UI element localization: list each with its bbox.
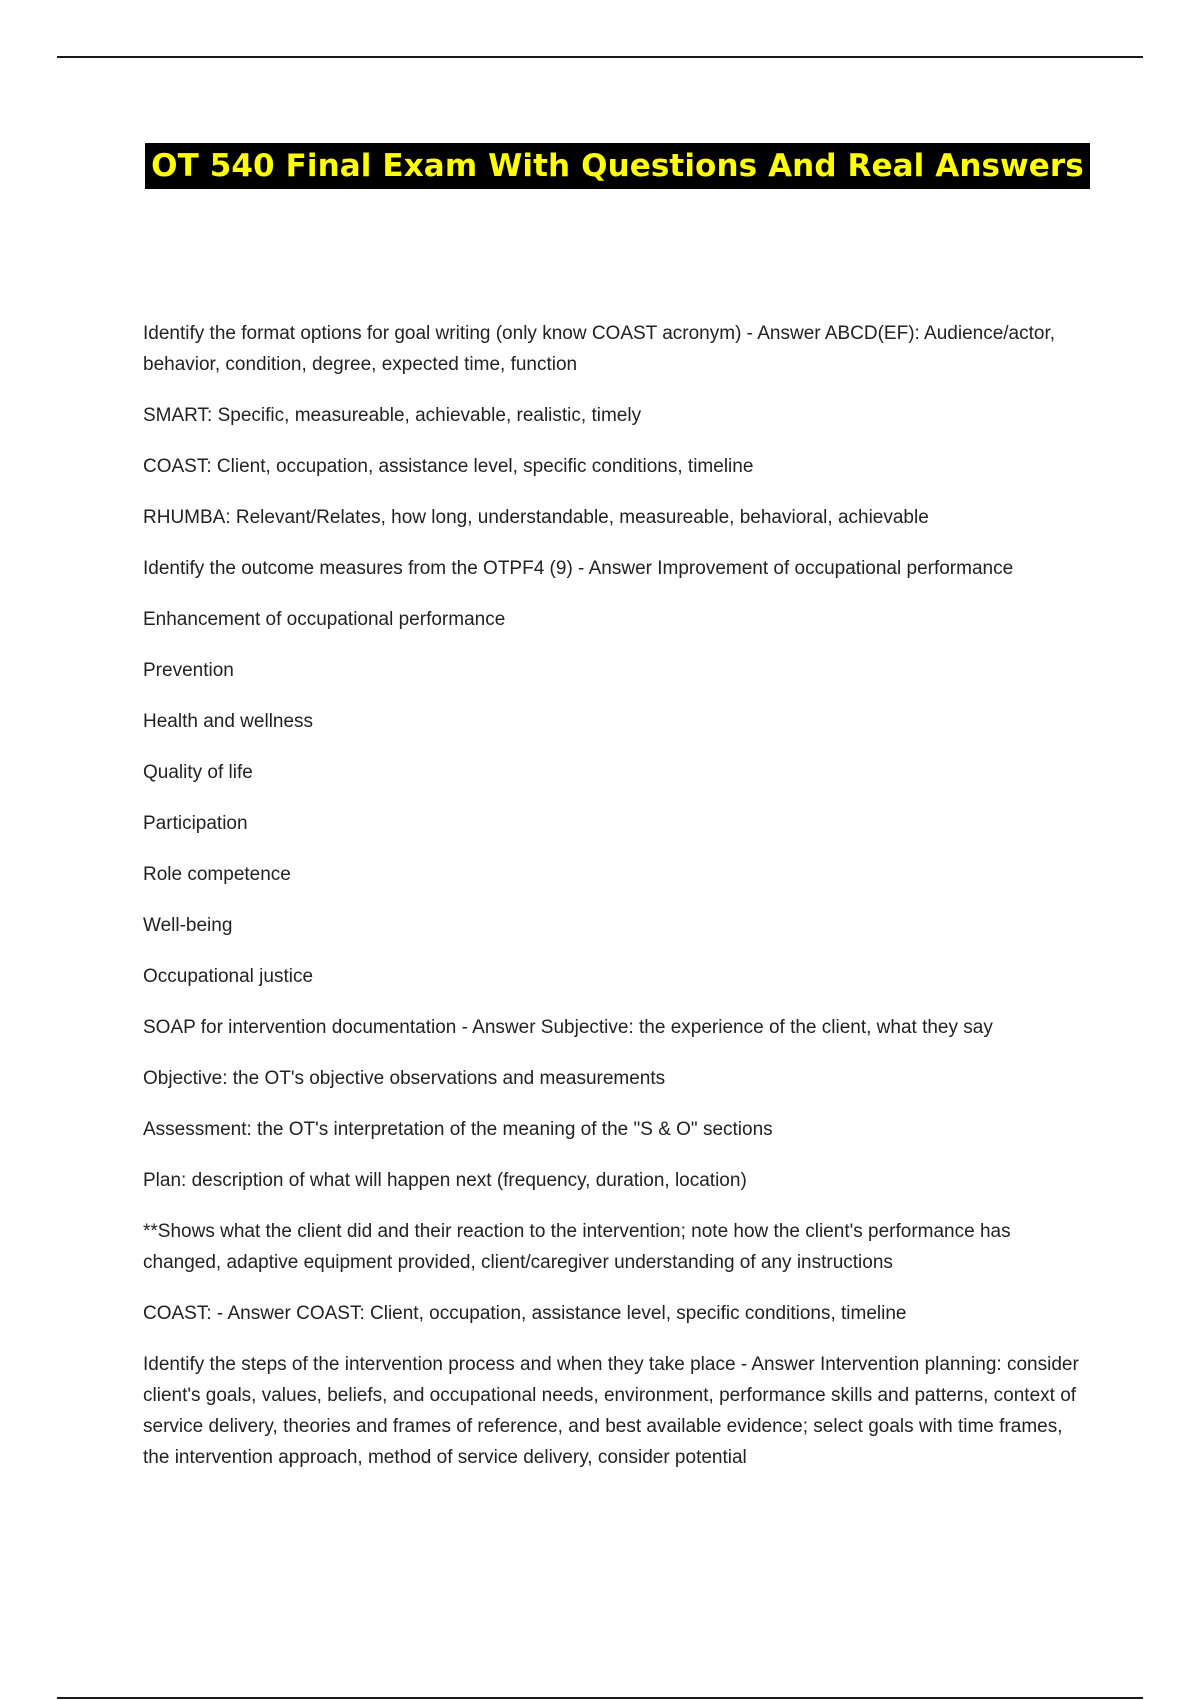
paragraph-occupational-justice: Occupational justice [143,966,314,987]
paragraph-enhancement: Enhancement of occupational performance [143,609,506,630]
paragraph-plan: Plan: description of what will happen next (frequency, duration, location) [143,1170,747,1191]
paragraph-goal-format: Identify the format options for goal writing (only know COAST acronym) - Answer ABCD(EF): Audience/actor, behavior, condition, degree, expected time, function [143,323,1056,375]
paragraph-role-competence: Role competence [143,864,291,885]
document-title: OT 540 Final Exam With Questions And Real Answers [151,148,1084,184]
paragraph-well-being: Well-being [143,915,233,936]
paragraph-coast: COAST: Client, occupation, assistance level, specific conditions, timeline [143,456,754,477]
paragraph-coast-answer: COAST: - Answer COAST: Client, occupation, assistance level, specific conditions, timeline [143,1303,907,1324]
paragraph-rhumba: RHUMBA: Relevant/Relates, how long, understandable, measureable, behavioral, achievable [143,507,929,528]
paragraph-assessment: Assessment: the OT's interpretation of the meaning of the "S & O" sections [143,1119,773,1140]
bottom-rule [57,1697,1143,1699]
paragraph-intervention-process: Identify the steps of the intervention process and when they take place - Answer Intervention planning: consider client's goals, values, beliefs, and occupational needs, environment, performance skills and patterns, context of service delivery, theories and frames of reference, and best available evidence; select goals with time frames, the intervention approach, method of service delivery, consider potential [143,1354,1079,1468]
paragraph-prevention: Prevention [143,660,234,681]
paragraph-quality-of-life: Quality of life [143,762,253,783]
paragraph-outcome-measures: Identify the outcome measures from the OTPF4 (9) - Answer Improvement of occupational performance [143,558,1014,579]
title-banner [145,143,1090,189]
paragraph-soap: SOAP for intervention documentation - Answer Subjective: the experience of the client, what they say [143,1017,993,1038]
paragraph-participation: Participation [143,813,248,834]
paragraph-objective: Objective: the OT's objective observations and measurements [143,1068,666,1089]
paragraph-health-wellness: Health and wellness [143,711,314,732]
paragraph-smart: SMART: Specific, measureable, achievable, realistic, timely [143,405,642,426]
paragraph-shows-note: **Shows what the client did and their reaction to the intervention; note how the client's performance has changed, adaptive equipment provided, client/caregiver understanding of any instructions [143,1221,1011,1273]
top-rule [57,56,1143,58]
document-body [143,318,1093,1493]
